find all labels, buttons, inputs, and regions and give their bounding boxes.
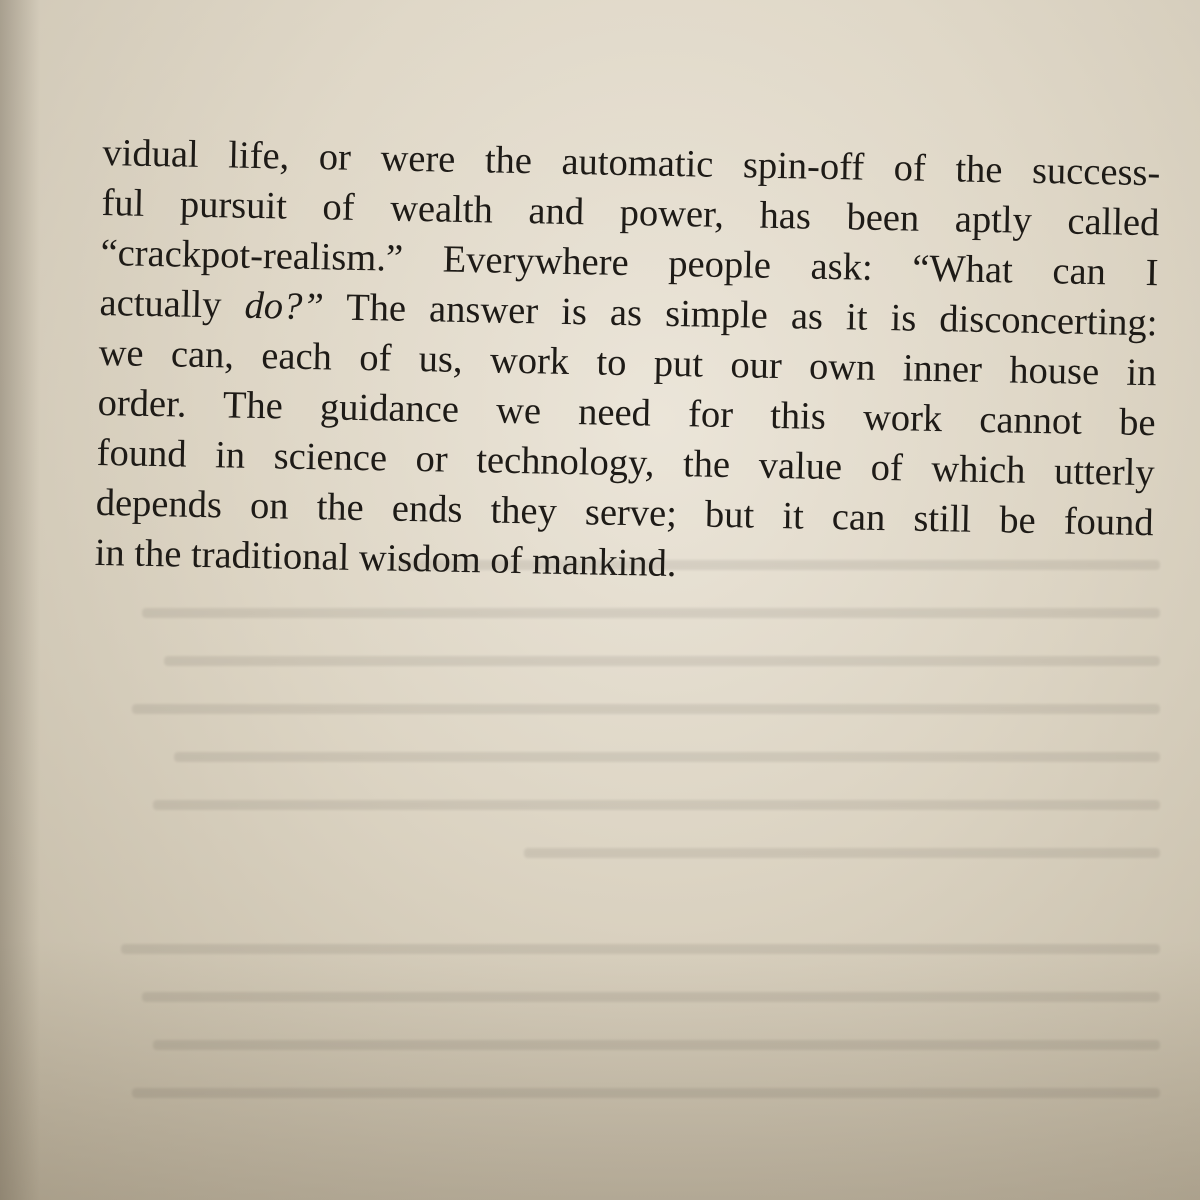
body-paragraph bbox=[94, 128, 1160, 598]
show-through-text bbox=[100, 560, 1160, 1180]
emphasis-text: do?” bbox=[244, 284, 325, 329]
text-line: vidual life, or were the automatic spin-off of the success- bbox=[102, 131, 1161, 195]
text-line: found in science or technology, the value of which utterly bbox=[96, 431, 1155, 495]
text-fragment: The answer is as simple as it is disconcerting: bbox=[345, 286, 1158, 345]
text-line: ful pursuit of wealth and power, has been aptly called bbox=[101, 181, 1160, 245]
text-line: “crackpot-realism.” Everywhere people ask: “What can I bbox=[100, 231, 1159, 295]
text-line: order. The guidance we need for this work cannot be bbox=[97, 381, 1156, 445]
text-line: we can, each of us, work to put our own inner house in bbox=[98, 331, 1157, 395]
text-line: depends on the ends they serve; but it can still be found bbox=[95, 481, 1155, 545]
text-line: in the traditional wisdom of mankind. bbox=[94, 531, 677, 586]
text-fragment: actually bbox=[99, 281, 222, 327]
